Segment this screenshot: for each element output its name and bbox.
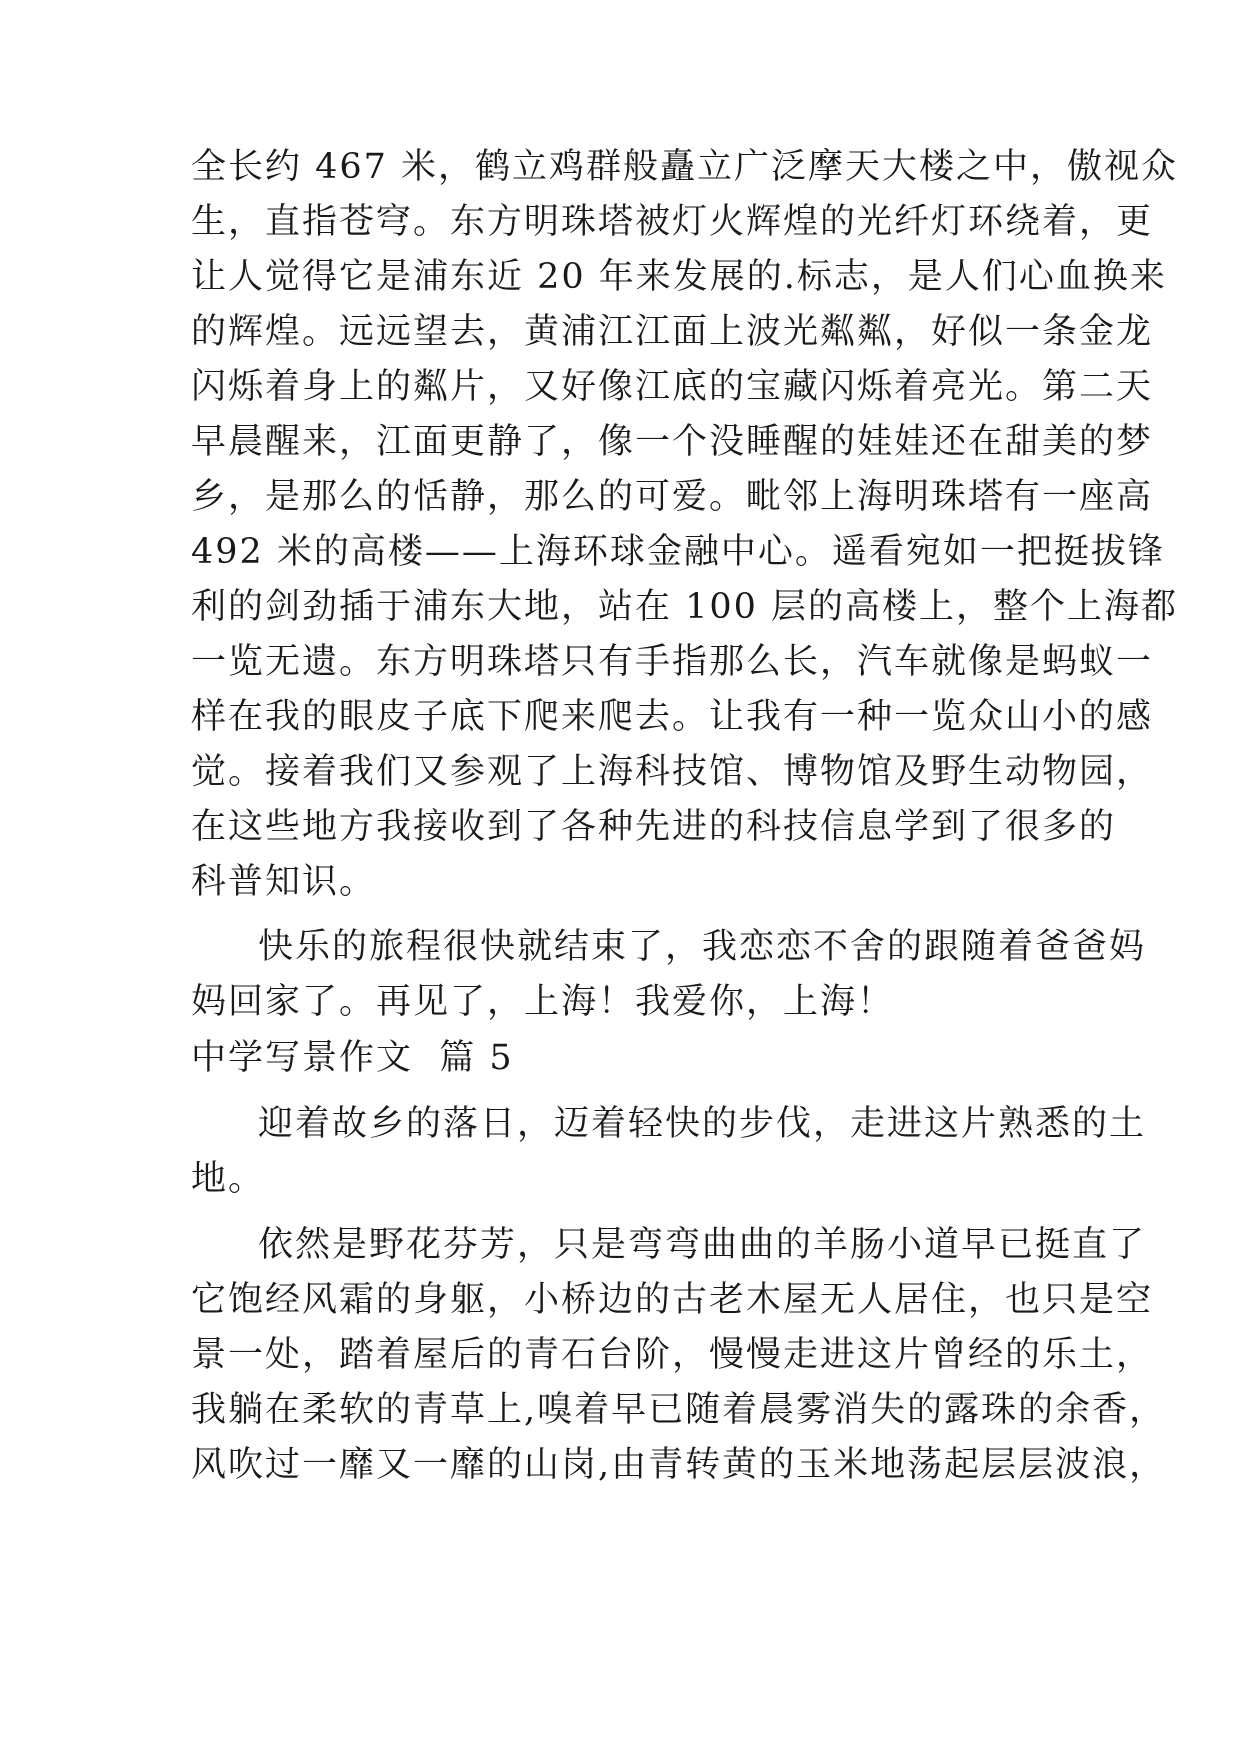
- paragraph-line: 早晨醒来，江面更静了，像一个没睡醒的娃娃还在甜美的梦: [191, 422, 1154, 462]
- paragraph-line: 在这些地方我接收到了各种先进的科技信息学到了很多的: [191, 807, 1117, 847]
- paragraph-line: 利的剑劲插于浦东大地，站在 100 层的高楼上，整个上海都: [191, 587, 1179, 627]
- paragraph-line: 让人觉得它是浦东近 20 年来发展的.标志，是人们心血换来: [191, 257, 1167, 297]
- section-heading: 中学写景作文 篇 5: [191, 1038, 514, 1078]
- paragraph-line: 一览无遗。东方明珠塔只有手指那么长，汽车就像是蚂蚁一: [191, 642, 1154, 682]
- paragraph-line: 它饱经风霜的身躯，小桥边的古老木屋无人居住，也只是空: [191, 1280, 1154, 1320]
- paragraph-line: 492 米的高楼——上海环球金融中心。遥看宛如一把挺拔锋: [191, 532, 1165, 572]
- paragraph-line: 闪烁着身上的粼片，又好像江底的宝藏闪烁着亮光。第二天: [191, 367, 1154, 407]
- paragraph-line: 生，直指苍穹。东方明珠塔被灯火辉煌的光纤灯环绕着，更: [191, 202, 1154, 242]
- paragraph-line: 地。: [191, 1159, 266, 1199]
- paragraph-line: 的辉煌。远远望去，黄浦江江面上波光粼粼，好似一条金龙: [191, 312, 1154, 352]
- paragraph-line: 依然是野花芬芳，只是弯弯曲曲的羊肠小道早已挺直了: [258, 1225, 1147, 1265]
- paragraph-line: 迎着故乡的落日，迈着轻快的步伐，走进这片熟悉的土: [258, 1104, 1147, 1144]
- paragraph-line: 样在我的眼皮子底下爬来爬去。让我有一种一览众山小的感: [191, 697, 1154, 737]
- paragraph-line: 景一处，踏着屋后的青石台阶，慢慢走进这片曾经的乐土，: [191, 1335, 1154, 1375]
- paragraph-line: 妈回家了。再见了，上海！我爱你，上海！: [191, 982, 895, 1022]
- paragraph-line: 风吹过一靡又一靡的山岗,由青转黄的玉米地荡起层层波浪，: [191, 1445, 1167, 1485]
- paragraph-line: 觉。接着我们又参观了上海科技馆、博物馆及野生动物园，: [191, 752, 1154, 792]
- paragraph-line: 科普知识。: [191, 862, 377, 902]
- paragraph-line: 乡，是那么的恬静，那么的可爱。毗邻上海明珠塔有一座高: [191, 477, 1154, 517]
- paragraph-line: 全长约 467 米，鹤立鸡群般矗立广泛摩天大楼之中，傲视众: [191, 147, 1179, 187]
- paragraph-line: 我躺在柔软的青草上,嗅着早已随着晨雾消失的露珠的余香，: [191, 1390, 1167, 1430]
- paragraph-line: 快乐的旅程很快就结束了，我恋恋不舍的跟随着爸爸妈: [258, 927, 1147, 967]
